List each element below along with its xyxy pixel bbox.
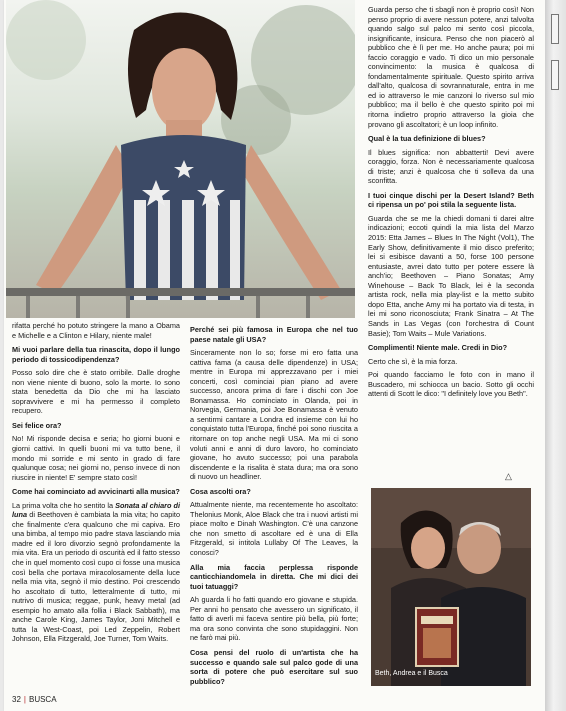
question-heading: Complimenti! Niente male. Credi in Dio?	[368, 343, 508, 353]
footer-separator: |	[23, 695, 26, 704]
paragraph: Ah guarda li ho fatti quando ero giovane e stupida. Per anni ho pensato che avessero un significato, il fatto di averli mi faceva sentire più bella, più forte; ma ora sono convinta che sono stupidaggini. Non ne farò mai più.	[190, 595, 358, 643]
paragraph: Posso solo dire che è stato orribile. Dalle droghe non viene niente di buono, solo la morte. Io sono stata benedetta da Dio che mi ha lasciato sopravvivere e mi ha permesso il completo recupero.	[12, 368, 180, 416]
question-heading: I tuoi cinque dischi per la Desert Island? Beth ci ripensa un po' poi stila la seguente lista.	[368, 190, 534, 210]
text-span: Guarda che se me la chiedi domani ti darei altre indicazioni; eccoti quindi la mia lista del Marzo 2015:	[368, 213, 534, 243]
question-heading: Mi vuoi parlare della tua rinascita, dopo il lungo periodo di tossicodipendenza?	[12, 345, 180, 364]
photo-caption: Beth, Andrea e il Busca	[375, 670, 448, 677]
woman-photo-illustration	[6, 0, 355, 318]
question-heading: Perché sei più famosa in Europa che nel tuo paese natale gli USA?	[190, 325, 358, 344]
page-tab[interactable]	[551, 60, 559, 90]
record-list: Etta James – Blues In The Night (Vol1), The Early Show, definitivamente il mio disco preferito; lei si esibisce davanti a 50, forse 100 persone entusiaste, avrei dato tutto per potere essere là anch'io; Beethoven – Piano Sonatas; Amy Winehouse – Back To Black, lei è la seconda artista rock, nella mia play-list e la metto subito dopo Etta, anche Amy mi ha portato via di testa, in lei mi sono riconosciuta; Frank Sinatra – At The Sands in Las Vegas (con l'orchestra di Count Basie); Tom Waits – Mule Variations.	[368, 233, 535, 338]
article-column-3	[368, 5, 534, 403]
article-column-2	[190, 325, 358, 690]
paragraph: Sinceramente non lo so; forse mi ero fatta una cattiva fama (a causa delle dipendenze) in USA; mentre in Europa mi apprezzavano per i miei concerti, così cominciai pian piano ad avere successo, ancora prima di fare i dischi con Joe Bonamassa. Ho cominciato in Olanda, poi in Norvegia, Germania, poi Joe Bonamassa è venuto a sentirmi cantare a Londra ed insieme con lui ho conquistato tutta l'Europa, finché poi sono riuscita a ritornare on top anche negli USA. Ma mi ci sono voluti anni e anni di duro lavoro, ho cominciato giovane, ho avuto successo; poi una parabola discendente e la risalita è stata dura; ma ora sono di nuovo un headliner.	[190, 348, 358, 482]
question-heading: Cosa pensi del ruolo di un'artista che ha successo e quando sale sul palco gode di una sorta di potere che può esercitare sul suo pubblico?	[190, 647, 358, 686]
question-heading: Alla mia faccia perplessa risponde canticchiandomela in diretta. Che mi dici dei tuoi tatuaggi?	[190, 562, 358, 591]
question-heading: Cosa ascolti ora?	[190, 486, 251, 496]
text-span: La prima volta che ho sentito la	[12, 500, 116, 510]
work-title: Sonata al chiaro di luna	[12, 500, 180, 520]
paragraph	[368, 214, 534, 338]
text-span: di Beethoven è cambiata la mia vita; ho capito che finalmente c'era qualcuno che mi capiva. Ero una bimba, al tempo mio padre stava lasciando mia madre ed il loro divorzio segnò profondamente la mia vita. Era un periodo di oscurità ed il fatto stesso che in quel momento così cupo ci fosse una musica così bella che portava miracolosamente della luce nella mia vita, segnò il mio destino. Poi crescendo ho ascoltato di tutto, letteralmente di tutto, mi nutrivo di musica; reggae, punk, heavy metal (ad esempio ho amato alla follia i Black Sabbath), ma anche Carole King, James Taylor, Joni Mitchell e tutta la West-Coast, poi Led Zeppelin, Robert Johnson, Ella Fitzgerald, Joe Turner, Tom Waits.	[12, 510, 180, 644]
paragraph: Attualmente niente, ma recentemente ho ascoltato: Thelonius Monk, Aloe Black che tra i nuovi artisti mi piace molto e Dinah Washington. C'è una canzone che non smetto di ascoltare ed è una di Ella Fitzgerald, si intitola Lullaby Of The Leaves, la conosci?	[190, 500, 358, 558]
page-footer	[12, 695, 57, 704]
paragraph: Poi quando facciamo le foto con in mano il Buscadero, mi schiocca un bacio. Sotto gli occhi attenti di Scott le dico: "I definitely love you Beth".	[368, 370, 534, 399]
question-heading: Come hai cominciato ad avvicinarti alla musica?	[12, 487, 180, 497]
group-photo-illustration	[371, 488, 531, 686]
paragraph: Guarda perso che ti sbagli non è proprio così! Non penso proprio di avere nessun potere, anzi talvolta quando salgo sul palco mi sento così piccola, insignificante, insicura. Penso che non piacerò al pubblico che è lì per me. Ho anche paura; poi mi faccio coraggio e vado. Ti dico un mio personale convincimento: la musica è qualcosa di fondamentalmente spirituale. Questo spirito arriva dall'alto, qualcosa di sovrannaturale, entra in me ed io attraverso le mie canzoni lo riverso sul mio pubblico; ma il bello è che questo spirito poi mi ritorna indietro proprio attraverso la gioia che provano gli ascoltatori; è un loop infinito.	[368, 5, 534, 129]
paragraph: Certo che sì, è la mia forza.	[368, 356, 458, 366]
question-heading: Sei felice ora?	[12, 420, 62, 430]
page-tab[interactable]	[551, 14, 559, 44]
paragraph	[12, 501, 180, 644]
paragraph: rifatta perché ho potuto stringere la mano a Obama e Michelle e a Clinton e Hilary, niente male!	[12, 321, 180, 340]
paragraph: Il blues significa: non abbatterti! Devi avere coraggio, forza. Non è necessariamente qualcosa di triste; anzi è qualcosa che ti solleva da una sconfitta.	[368, 147, 534, 186]
magazine-name: BUSCA	[28, 695, 57, 704]
page-number: 32	[12, 695, 21, 704]
secondary-photo	[371, 488, 531, 686]
article-column-1	[12, 321, 180, 648]
question-heading: Qual è la tua definizione di blues?	[368, 134, 486, 144]
triangle-icon: △	[505, 471, 512, 481]
paragraph: No! Mi risponde decisa e seria; ho giorni buoni e giorni cattivi. In quelli buoni mi va tutto bene, il mondo mi sorride e mi sento in grado di fare qualunque cosa; nei giorni no, penso invece di non riuscire in niente! E' sempre stato così!	[12, 434, 180, 482]
main-photo	[6, 0, 355, 318]
scroll-gutter[interactable]	[545, 0, 566, 711]
